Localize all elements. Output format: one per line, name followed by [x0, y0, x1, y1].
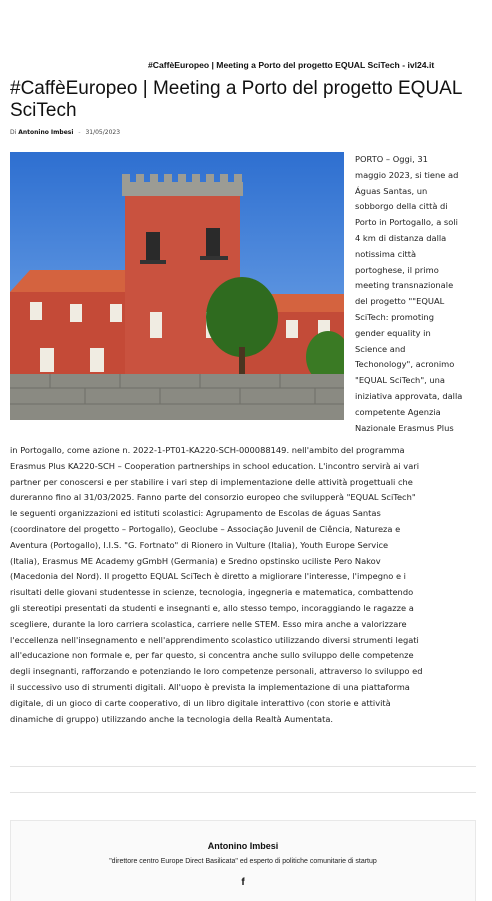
intro-line: gender equality in [355, 327, 431, 338]
meta-separator: - [78, 129, 81, 136]
intro-line: Science and [355, 343, 406, 354]
intro-line: notissima città [355, 248, 417, 259]
body-line: dinamiche di gruppo) utilizzando anche la tecnologia della Realtà Aumentata. [10, 713, 334, 724]
body-line: l'eccellenza nell'insegnamento e nell'apprendimento scolastico utilizzando diversi strumenti legati [10, 634, 419, 645]
article-intro [355, 152, 483, 436]
body-line: risultati delle giovani studentesse in scienze, tecnologia, ingegneria e matematica, combattendo [10, 587, 414, 598]
author-box-name[interactable]: Antonino Imbesi [207, 841, 279, 851]
body-line: degli insegnanti, rafforzando e potenziando le loro competenze personali, attraverso lo sviluppo ed [10, 666, 423, 677]
intro-line: portoghese, il primo [355, 264, 439, 275]
body-line: digitale, di un gioco di carte cooperativo, di un libro digitale interattivo (con storie e attività [10, 697, 391, 708]
body-line: le seguenti organizzazioni ed istituti scolastici: Agrupamento de Escolas de águas Santas [10, 508, 381, 519]
body-line: (Italia), Erasmus ME Academy gGmbH (Germania) e Sredno opstinsko uciliste Pero Nakov [10, 555, 381, 566]
body-line: all'educazione non formale e, per far questo, si concentra anche sullo sviluppo delle competenze [10, 650, 414, 661]
body-line: Aventura (Portogallo), I.I.S. "G. Fortnato" di Rionero in Vulture (Italia), Youth Europe Service [10, 539, 389, 550]
intro-line: Techonology", acronimo [355, 359, 455, 370]
meta-by: Di [10, 129, 17, 136]
body-line: scegliere, durante la loro carriera scolastica, carriere nelle STEM. Esso mira anche a valorizzare [10, 618, 407, 629]
intro-line: Águas Santas, un [355, 185, 428, 196]
intro-line: Porto in Portogallo, a soli [355, 217, 458, 228]
intro-line: PORTO – Oggi, 31 [355, 154, 428, 164]
body-line: (coordinatore del progetto – Portogallo), Geoclube – Associação Juvenil de Ciência, Natureza e [10, 523, 401, 534]
intro-line: "EQUAL SciTech", una [355, 375, 446, 386]
divider-bottom [10, 792, 476, 793]
article-meta [10, 129, 120, 136]
intro-line: del progetto ""EQUAL [355, 296, 445, 307]
body-line: gli stereotipi presentati da studenti e insegnanti e, allo stesso tempo, incoraggiando le ragazze a [10, 602, 414, 613]
facebook-icon[interactable]: f [241, 877, 245, 888]
article-body [10, 443, 485, 727]
body-line: in Portogallo, come azione n. 2022-1-PT01-KA220-SCH-000088149. nell'ambito del programma [10, 445, 405, 455]
header-topline: #CaffèEuropeo | Meeting a Porto del progetto EQUAL SciTech - ivl24.it [148, 60, 435, 70]
meta-author-link[interactable]: Antonino Imbesi [18, 129, 74, 136]
page-title: #CaffèEuropeo | Meeting a Porto del progetto EQUAL SciTech [10, 78, 462, 121]
meta-date: 31/05/2023 [85, 129, 121, 136]
body-line: partner per conoscersi e per stabilire i vari step di implementazione delle attività progettuali che [10, 476, 413, 487]
porto-building-image [10, 152, 344, 420]
intro-line: SciTech: promoting [355, 311, 434, 322]
divider-top [10, 766, 476, 767]
intro-line: maggio 2023, si tiene ad [355, 169, 459, 180]
author-box [10, 820, 476, 901]
intro-line: meeting transnazionale [355, 280, 454, 291]
body-line: (Macedonia del Nord). Il progetto EQUAL SciTech è diretto a migliorare l'interesse, l'impegno e i [10, 571, 406, 582]
body-line: Erasmus Plus KA220-SCH – Cooperation partnerships in school education. L'incontro servirà ai vari [10, 460, 420, 471]
intro-line: iniziativa approvata, dalla [355, 390, 463, 401]
article-photo [10, 152, 344, 420]
intro-line: sobborgo della città di [355, 201, 448, 212]
intro-line: 4 km di distanza dalla [355, 232, 447, 243]
intro-line: Nazionale Erasmus Plus [355, 422, 454, 433]
author-box-description: "direttore centro Europe Direct Basilicata" ed esperto di politiche comunitarie di startup [109, 858, 377, 865]
body-line: il successivo uso di strumenti digitali. All'uopo è prevista la implementazione di una piattaforma [10, 681, 410, 692]
intro-line: competente Agenzia [355, 406, 441, 417]
body-line: dureranno fino al 31/03/2025. Fanno parte del consorzio europeo che svilupperà "EQUAL SciTech" [10, 492, 416, 503]
